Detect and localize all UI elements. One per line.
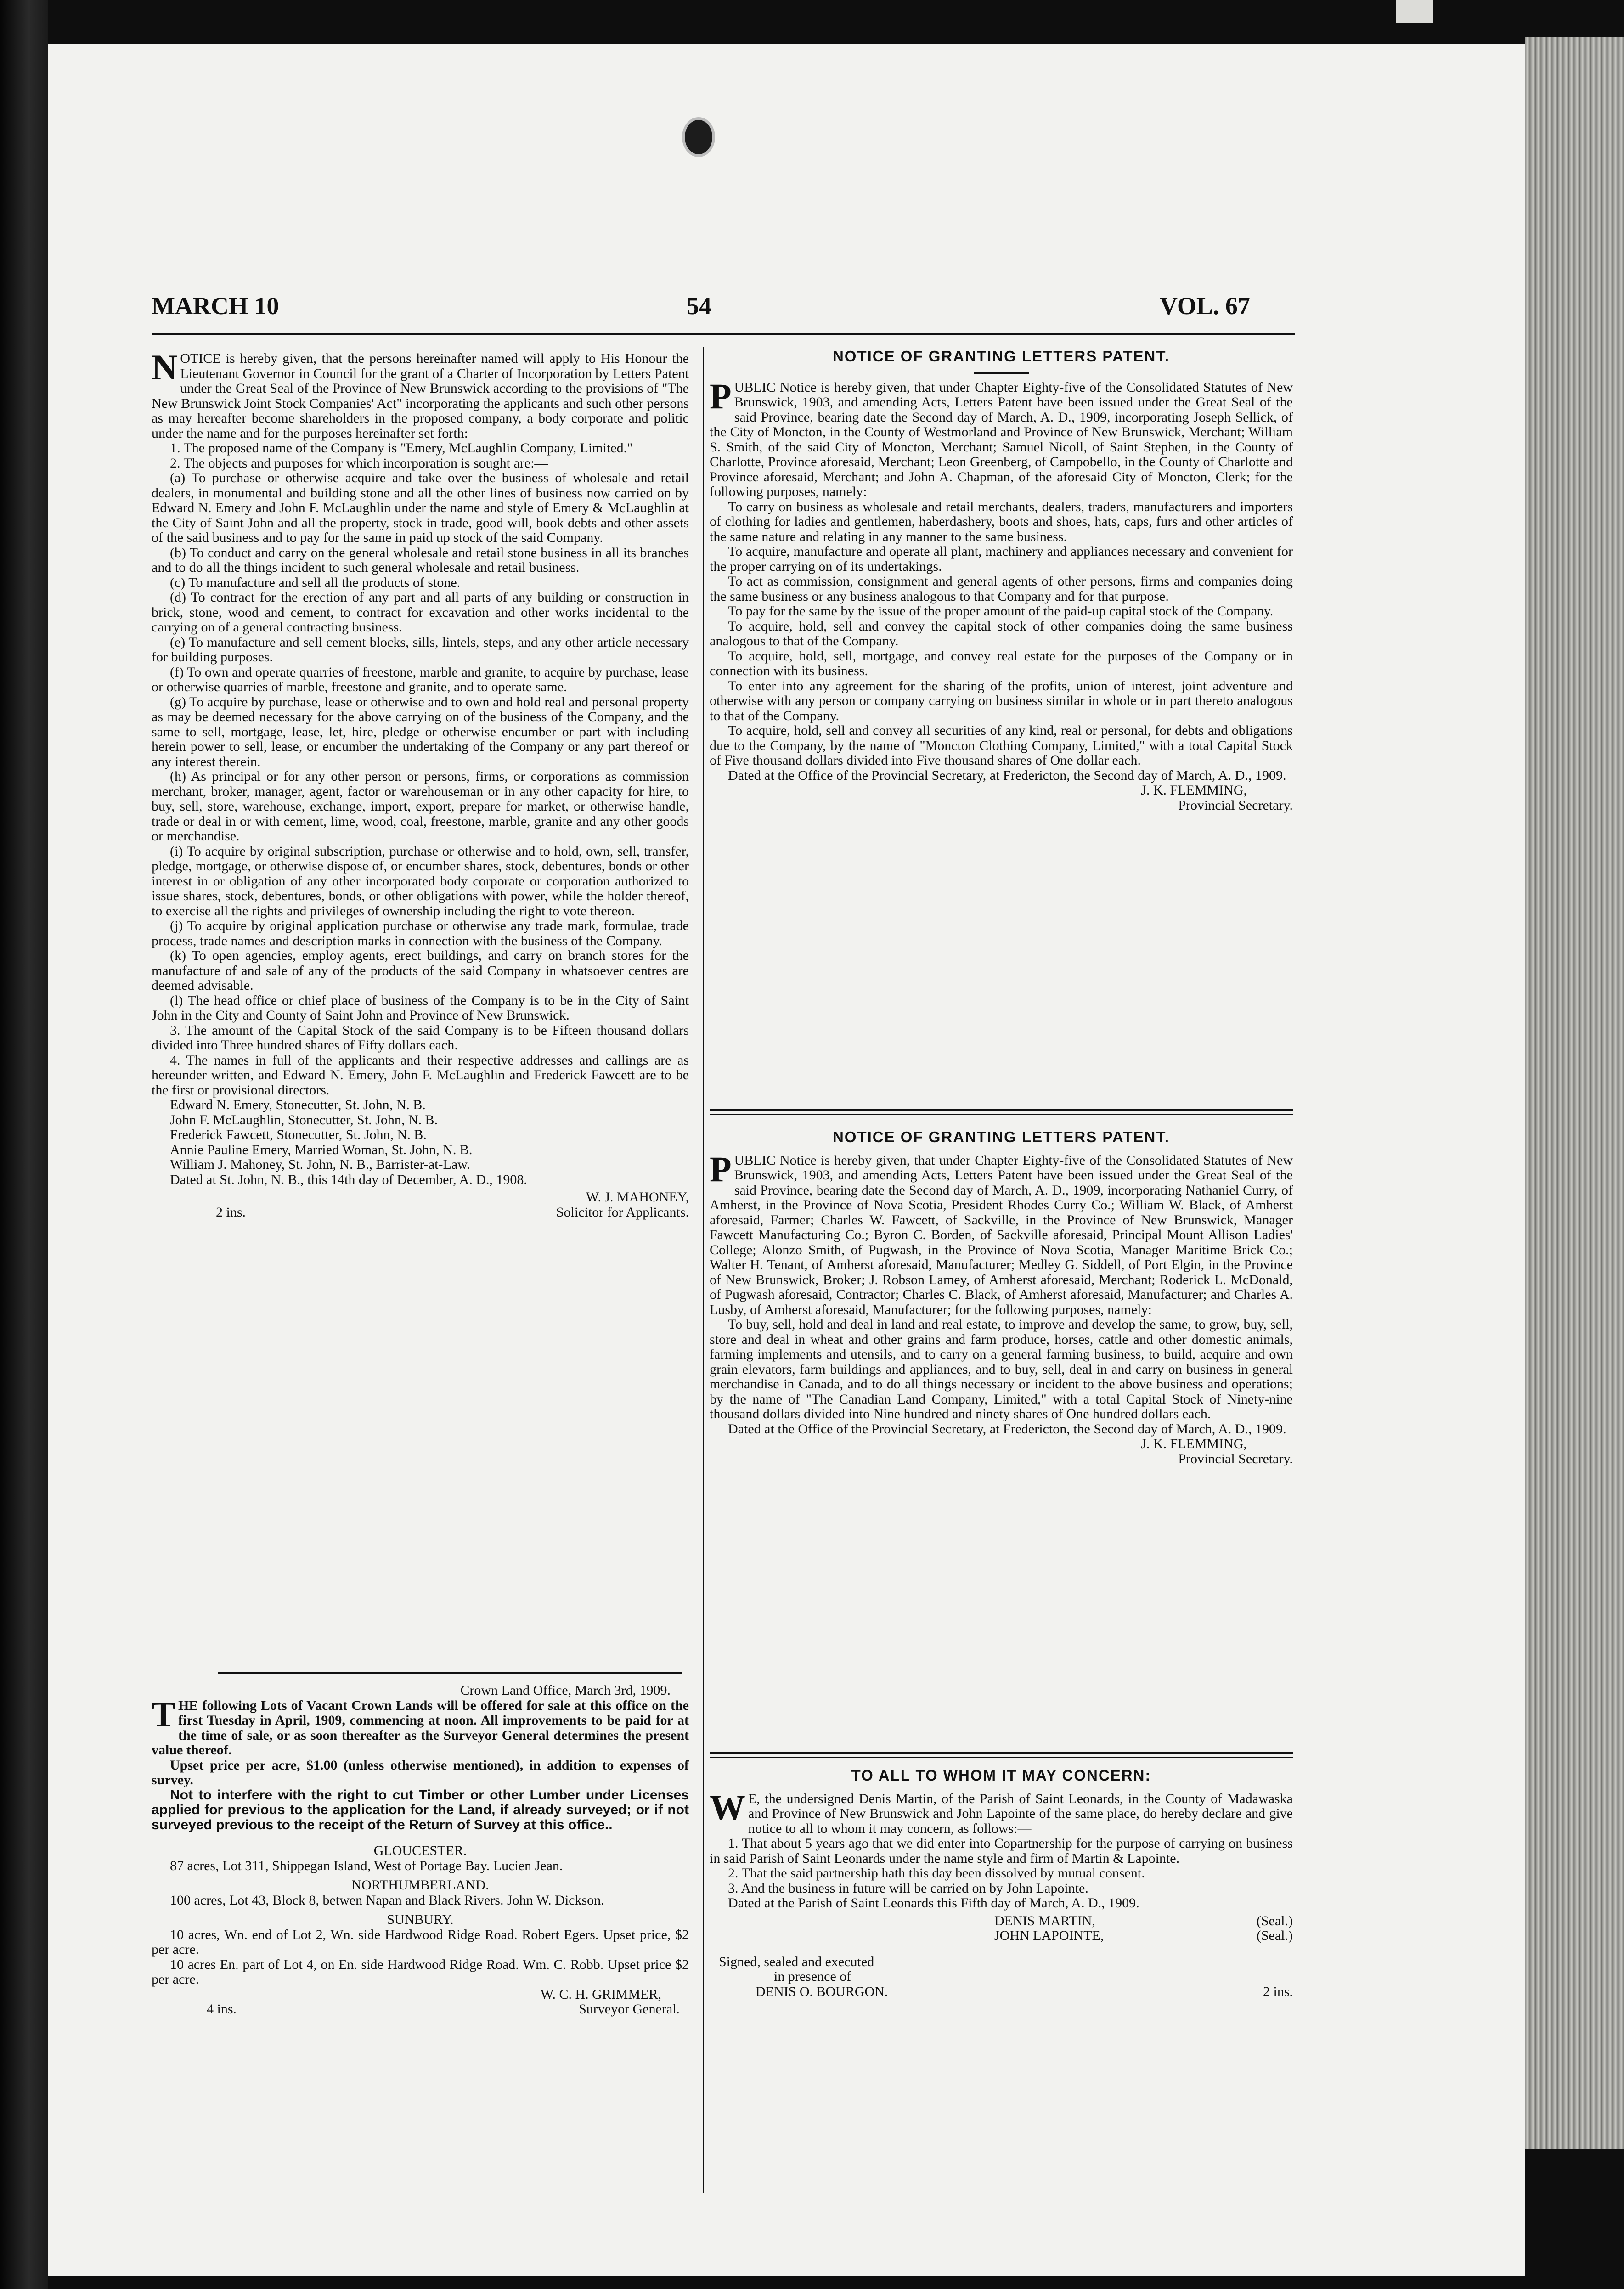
purpose-item: To enter into any agreement for the sharing of the profits, union of interest, joint adventure and otherwise with any person or company carrying on business similar in whole or in part thereto analogous to that of the Company. <box>710 678 1293 723</box>
county-name: GLOUCESTER. <box>373 1843 467 1858</box>
section-rule <box>710 1752 1293 1754</box>
lot-entry: 100 acres, Lot 43, Block 8, betwen Napan and Black Rivers. John W. Dickson. <box>170 1892 604 1908</box>
upset-price: Upset price per acre, $1.00 (unless otherwise mentioned), in addition to expenses of survey. <box>152 1757 689 1787</box>
dropcap-t: T <box>152 1694 176 1734</box>
insertion-count: 2 ins. <box>216 1204 246 1220</box>
capital-stock: 3. The amount of the Capital Stock of the said Company is to be Fifteen thousand dollars divided into Three hundred shares of Fifty dollars each. <box>152 1022 689 1053</box>
header-rule-top <box>152 333 1295 335</box>
dated-line: Dated at the Parish of Saint Leonards this Fifth day of March, A. D., 1909. <box>728 1895 1139 1911</box>
letters-patent-notice-2 <box>710 1130 1293 1741</box>
purpose-item: To acquire, hold, sell and convey all securities of any kind, real or personal, for debts and obligations due to the Company, by the name of "Moncton Clothing Company, Limited," with a total Capital Stock of Five thousand dollars divided into Five thousand shares of One dollar each. <box>710 723 1293 768</box>
dropcap-p: P <box>710 1149 732 1189</box>
dissolution-notice <box>710 1768 1293 2200</box>
dissolution-item: 3. And the business in future will be carried on by John Lapointe. <box>728 1880 1088 1896</box>
object-j: (j) To acquire by original application purchase or otherwise any trade mark, formulae, trade process, trade names and description marks in connection with the business of the Company. <box>152 918 689 948</box>
lot-entry: 10 acres En. part of Lot 4, on En. side Hardwood Ridge Road. Wm. C. Robb. Upset price $2 per acre. <box>152 1956 689 1987</box>
patent-intro: UBLIC Notice is hereby given, that under Chapter Eighty-five of the Consolidated Statutes of New Brunswick, 1903, and amending Acts, Letters Patent have been issued under the Great Seal of the said Province, bearing date the Second day of March, A. D., 1909, incorporating Joseph Sellick, of the City of Moncton, in the County of Westmorland and Province of New Brunswick, Merchant; William S. Smith, of the said City of Moncton, Merchant; Samuel Nicoll, of Saint Stephen, in the County of Charlotte, Province aforesaid, Merchant; Leon Greenberg, of Campobello, in the County of Charlotte and Province aforesaid, Merchant; and John A. Chapman, of the aforesaid City of Moncton, Clerk; for the following purposes, namely: <box>710 379 1293 499</box>
signature-denis-martin: DENIS MARTIN, <box>994 1913 1095 1928</box>
page-edges-right <box>1525 37 1624 2149</box>
header-date: MARCH 10 <box>152 292 279 320</box>
office-line: Crown Land Office, March 3rd, 1909. <box>460 1683 671 1698</box>
object-l: (l) The head office or chief place of business of the Company is to be in the City of Saint John in the City and County of Saint John and Province of New Brunswick. <box>152 992 689 1023</box>
signer-title: Provincial Secretary. <box>1178 797 1293 813</box>
section-rule <box>710 1109 1293 1111</box>
witness-name: DENIS O. BOURGON. <box>756 1984 888 1999</box>
object-e: (e) To manufacture and sell cement blocks, sills, lintels, steps, and any other article necessary for building purposes. <box>152 634 689 665</box>
object-c: (c) To manufacture and sell all the products of stone. <box>170 575 461 590</box>
letters-patent-notice-1 <box>710 349 1293 1102</box>
signer-name: W. J. MAHONEY, <box>586 1190 689 1205</box>
signature-john-lapointe: JOHN LAPOINTE, <box>994 1928 1104 1943</box>
dissolution-item: 2. That the said partnership hath this day been dissolved by mutual consent. <box>728 1866 1145 1881</box>
purpose-item: To acquire, manufacture and operate all plant, machinery and appliances necessary and convenient for the proper carrying on of its undertakings. <box>710 544 1293 574</box>
notice-heading: TO ALL TO WHOM IT MAY CONCERN: <box>851 1767 1151 1784</box>
dissolution-intro: E, the undersigned Denis Martin, of the Parish of Saint Leonards, in the County of Madawaska and Province of New Brunswick and John Lapointe of the same place, do hereby declare and give notice to all to whom it may concern, as follows:— <box>748 1791 1293 1836</box>
insertion-count: 4 ins. <box>207 2001 237 2017</box>
purpose-item: To pay for the same by the issue of the proper amount of the paid-up capital stock of the Company. <box>728 603 1274 619</box>
insertion-count: 2 ins. <box>1263 1984 1293 1999</box>
object-k: (k) To open agencies, employ agents, erect buildings, and carry on branch stores for the manufacture of and sale of any of the products of the said Company in whatsoever centres are deemed advisable. <box>152 948 689 993</box>
header-volume: VOL. 67 <box>1160 292 1250 320</box>
timber-warning: Not to interfere with the right to cut Timber or other Lumber under Licenses applied for previous to the application for the Land, if already surveyed; or if not surveyed previous to the receipt of the Return of Survey at this office.. <box>152 1787 689 1832</box>
sale-intro: HE following Lots of Vacant Crown Lands will be offered for sale at this office on the first Tuesday in April, 1909, commencing at noon. All improvements to be paid for at the time of sale, or as soon thereafter as the Surveyor General determines the present value thereof. <box>152 1697 689 1758</box>
purpose-item: To acquire, hold, sell and convey the capital stock of other companies doing the same business analogous to that of the Company. <box>710 618 1293 648</box>
signer-title: Provincial Secretary. <box>1178 1451 1293 1466</box>
dated-line: Dated at the Office of the Provincial Secretary, at Fredericton, the Second day of March, A. D., 1909. <box>728 767 1286 783</box>
object-a: (a) To purchase or otherwise acquire and take over the business of wholesale and retail dealers, in monumental and building stone and all the other lines of business now carried on by Edward N. Emery and John F. McLaughlin under the name and style of Emery & McLaughlin at the City of Saint John and all the property, stock in trade, good will, book debts and other assets of the said business and to pay for the same in paid up stock of the said Company. <box>152 470 689 545</box>
purpose-body: To buy, sell, hold and deal in land and real estate, to improve and develop the same, to grow, buy, sell, store and deal in wheat and other grains and farm produce, horses, cattle and other domestic animals, farming implements and utensils, and to carry on a general farming business, to build, acquire and own grain elevators, farm buildings and appliances, and to buy, sell, deal in and carry on business in general merchandise in Canada, and to do all things necessary or incident to the above business and operations; by the name of "The Canadian Land Company, Limited," with a total Capital Stock of Ninety-nine thousand dollars divided into Nine hundred and ninety shares of One hundred dollars each. <box>710 1317 1293 1421</box>
object-d: (d) To contract for the erection of any part and all parts of any building or construction in brick, stone, wood and cement, to contract for excavation and other works incidental to the carrying on of a general contracting business. <box>152 590 689 635</box>
crown-lands-rule <box>218 1672 682 1674</box>
object-g: (g) To acquire by purchase, lease or otherwise and to own and hold real and personal property as may be deemed necessary for the above carrying on of the business of the Company, and the same to sell, mortgage, lease, let, hire, pledge or otherwise encumber or part with including herein power to sell, lease, or encumber the undertaking of the Company or any part thereof or any interest therein. <box>152 694 689 769</box>
notice-intro: OTICE is hereby given, that the persons hereinafter named will apply to His Honour the Lieutenant Governor in Council for the grant of a Charter of Incorporation by Letters Patent under the Great Seal of the Province of New Brunswick according to the provisions of "The New Brunswick Joint Stock Companies' Act" incorporating the applicants and such other persons as may hereafter become shareholders in the proposed company, a body corporate and politic under the name and for the purposes hereinafter set forth: <box>152 351 689 441</box>
section-rule-thin <box>710 1114 1293 1115</box>
signer-title: Surveyor General. <box>579 2001 680 2017</box>
punch-hole <box>682 117 715 157</box>
dated-line: Dated at the Office of the Provincial Secretary, at Fredericton, the Second day of March, A. D., 1909. <box>728 1421 1286 1437</box>
signer-title: Solicitor for Applicants. <box>556 1204 689 1220</box>
objects-heading: 2. The objects and purposes for which incorporation is sought are:— <box>170 455 548 471</box>
dropcap-p: P <box>710 376 732 416</box>
object-h: (h) As principal or for any other person or persons, firms, or corporations as commission merchant, broker, manager, agent, factor or warehouseman or in any other capacity for hire, to buy, sell, store, warehouse, exchange, import, export, prepare for market, or otherwise handle, trade or deal in or with cement, lime, wood, coal, freestone, marble, granite and any other goods or merchandise. <box>152 769 689 844</box>
purpose-item: To acquire, hold, sell, mortgage, and convey real estate for the purposes of the Company or in connection with its business. <box>710 648 1293 678</box>
witness-line: Signed, sealed and executed <box>719 1954 874 1969</box>
applicant: William J. Mahoney, St. John, N. B., Barrister-at-Law. <box>170 1157 470 1172</box>
crown-lands-notice <box>152 1683 689 2198</box>
applicant: Annie Pauline Emery, Married Woman, St. John, N. B. <box>170 1142 473 1157</box>
proposed-name: 1. The proposed name of the Company is "Emery, McLaughlin Company, Limited." <box>170 440 633 456</box>
dated-line: Dated at St. John, N. B., this 14th day of December, A. D., 1908. <box>170 1172 527 1187</box>
dropcap-n: N <box>152 347 178 387</box>
lot-entry: 10 acres, Wn. end of Lot 2, Wn. side Hardwood Ridge Road. Robert Egers. Upset price, $2 per acre. <box>152 1927 689 1957</box>
dropcap-w: W <box>710 1787 745 1827</box>
dissolution-item: 1. That about 5 years ago that we did enter into Copartnership for the purpose of carrying on business in said Parish of Saint Leonards under the name style and firm of Martin & Lapointe. <box>710 1836 1293 1866</box>
patent-intro: UBLIC Notice is hereby given, that under Chapter Eighty-five of the Consolidated Statutes of New Brunswick, 1903, and amending Acts, Letters Patent have been issued under the Great Seal of the said Province, bearing date the Second day of March, A. D., 1909, incorporating Nathaniel Curry, of Amherst, in the Province of Nova Scotia, President Rhodes Curry Co.; William W. Black, of Amherst aforesaid, Farmer; Charles W. Fawcett, of Sackville, in the Province of New Brunswick, Manager Fawcett Manufacturing Co.; Byron C. Borden, of Sackville aforesaid, Principal Mount Allison Ladies' College; Alonzo Smith, of Pugwash, in the Province of Nova Scotia, Manager Maritime Brick Co.; Walter H. Tenant, of Amherst aforesaid, Manufacturer; Medley G. Siddell, of Port Elgin, in the Province of New Brunswick, Broker; J. Robson Lamey, of Amherst aforesaid, Merchant; Roderick L. McDonald, of Pugwash aforesaid, Contractor; Charles C. Black, of Amherst aforesaid, Manufacturer; and Charles A. Lusby, of Amherst aforesaid, Manufacturer; for the following purposes, namely: <box>710 1152 1293 1317</box>
object-i: (i) To acquire by original subscription, purchase or otherwise and to hold, own, sell, transfer, pledge, mortgage, or otherwise dispose of, or encumber shares, stock, debentures, bonds or other interest in or obligation of any other incorporated body corporate or corporation authorized to issue shares, stock, debentures, bonds, or other obligations with power, while the holder thereof, to exercise all the rights and privileges of ownership including the right to vote thereon. <box>152 843 689 919</box>
applicants-intro: 4. The names in full of the applicants and their respective addresses and callings are as hereunder written, and Edward N. Emery, John F. McLaughlin and Frederick Fawcett are to be the first or provisional directors. <box>152 1052 689 1098</box>
applicant: Edward N. Emery, Stonecutter, St. John, N. B. <box>170 1097 426 1112</box>
seal-mark: (Seal.) <box>1256 1928 1293 1943</box>
object-b: (b) To conduct and carry on the general wholesale and retail stone business in all its branches and to do all the things incident to such general wholesale and retail business. <box>152 545 689 575</box>
heading-rule <box>974 372 1029 374</box>
page-corner-tab <box>1396 0 1433 23</box>
signer-name: W. C. H. GRIMMER, <box>540 1986 661 2002</box>
applicant: John F. McLaughlin, Stonecutter, St. John, N. B. <box>170 1112 438 1128</box>
county-name: SUNBURY. <box>387 1912 454 1927</box>
purpose-item: To act as commission, consignment and general agents of other persons, firms and companies doing the same business or any business analogous to that Company and for that purpose. <box>710 574 1293 604</box>
seal-mark: (Seal.) <box>1256 1913 1293 1928</box>
object-f: (f) To own and operate quarries of freestone, marble and granite, to acquire by purchase, lease or otherwise quarries of marble, freestone and granite, and to operate same. <box>152 664 689 694</box>
lot-entry: 87 acres, Lot 311, Shippegan Island, West of Portage Bay. Lucien Jean. <box>170 1858 563 1873</box>
county-name: NORTHUMBERLAND. <box>351 1877 489 1893</box>
incorporation-notice <box>152 347 689 1651</box>
notice-heading: NOTICE OF GRANTING LETTERS PATENT. <box>832 348 1170 365</box>
applicant: Frederick Fawcett, Stonecutter, St. John, N. B. <box>170 1127 427 1142</box>
gazette-page <box>48 44 1525 2276</box>
book-binding-left <box>0 0 48 2289</box>
purpose-item: To carry on business as wholesale and retail merchants, dealers, traders, manufacturers and importers of clothing for ladies and gentlemen, haberdashery, boots and shoes, hats, caps, furs and other articles of the same nature and relating in any manner to the same business. <box>710 499 1293 544</box>
signer-name: J. K. FLEMMING, <box>1141 1436 1247 1451</box>
header-page-number: 54 <box>687 292 711 320</box>
witness-line: in presence of <box>774 1969 851 1984</box>
notice-heading: NOTICE OF GRANTING LETTERS PATENT. <box>832 1128 1170 1145</box>
section-rule-thin <box>710 1757 1293 1758</box>
column-divider <box>703 347 704 2193</box>
signer-name: J. K. FLEMMING, <box>1141 783 1247 798</box>
